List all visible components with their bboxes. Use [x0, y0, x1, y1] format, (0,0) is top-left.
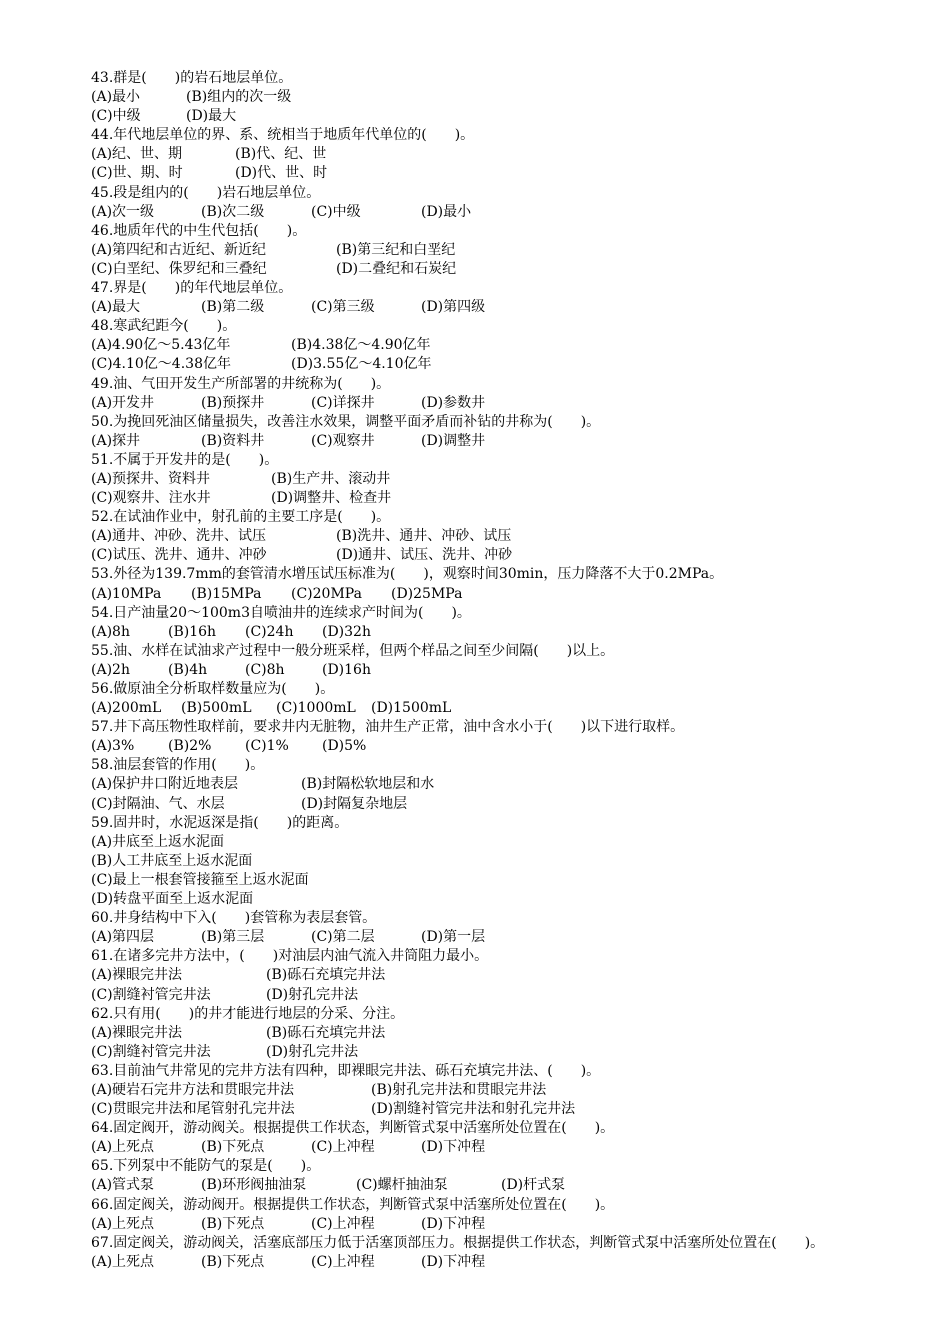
question-stem: 47.界是( )的年代地层单位。 — [91, 280, 293, 297]
option-row — [91, 890, 871, 909]
answer-option: (A)硬岩石完井方法和贯眼完井法 — [91, 1081, 295, 1098]
question-stem: 53.外径为139.7mm的套管清水增压试压标准为( )，观察时间30min，压力降落不大于0.2MPa。 — [91, 566, 724, 583]
question-list — [91, 69, 871, 1272]
question-stem: 62.只有用( )的井才能进行地层的分采、分注。 — [91, 1005, 405, 1022]
answer-option: (C)1% — [245, 738, 289, 755]
answer-option: (D)1500mL — [371, 700, 452, 717]
answer-option: (B)封隔松软地层和水 — [301, 776, 435, 793]
answer-option: (A)次一级 — [91, 203, 155, 220]
option-row — [91, 145, 871, 164]
answer-option: (C)贯眼完井法和尾管射孔完井法 — [91, 1101, 295, 1118]
answer-option: (A)保护井口附近地表层 — [91, 776, 239, 793]
answer-option: (A)10MPa — [91, 585, 162, 602]
answer-option: (B)第二级 — [201, 299, 265, 316]
answer-option: (C)试压、洗井、通井、冲砂 — [91, 547, 267, 564]
answer-option: (D)代、世、时 — [235, 165, 328, 182]
answer-option: (A)预探井、资料井 — [91, 470, 211, 487]
answer-option: (D)调整井 — [421, 432, 486, 449]
question-stem: 57.井下高压物性取样前，要求井内无脏物，油井生产正常，油中含水小于( )以下进行取样。 — [91, 719, 685, 736]
option-row — [91, 1215, 871, 1234]
answer-option: (A)开发井 — [91, 394, 155, 411]
answer-option: (B)第三层 — [201, 929, 265, 946]
answer-option: (D)封隔复杂地层 — [301, 795, 408, 812]
question-stem: 64.固定阀开，游动阀关。根据提供工作状态，判断管式泵中活塞所处位置在( )。 — [91, 1120, 615, 1137]
answer-option: (D)参数井 — [421, 394, 486, 411]
option-row — [91, 164, 871, 183]
answer-option: (A)3% — [91, 738, 135, 755]
question-stem: 51.不属于开发井的是( )。 — [91, 451, 279, 468]
option-row — [91, 871, 871, 890]
answer-option: (A)上死点 — [91, 1215, 155, 1232]
answer-option: (A)上死点 — [91, 1253, 155, 1270]
answer-option: (D)杆式泵 — [501, 1177, 566, 1194]
answer-option: (D)射孔完井法 — [266, 986, 359, 1003]
answer-option: (C)观察井 — [311, 432, 375, 449]
question-stem: 54.日产油量20～100m3自喷油井的连续求产时间为( )。 — [91, 604, 471, 621]
answer-option: (A)8h — [91, 623, 130, 640]
option-row — [91, 203, 871, 222]
answer-option: (B)砾石充填完井法 — [266, 967, 386, 984]
answer-option: (C)上冲程 — [311, 1215, 375, 1232]
answer-option: (B)4h — [168, 661, 208, 678]
answer-option: (B)预探井 — [201, 394, 265, 411]
option-row — [91, 432, 871, 451]
option-row — [91, 852, 871, 871]
option-row — [91, 298, 871, 317]
question-stem: 43.群是( )的岩石地层单位。 — [91, 70, 293, 86]
question-stem: 50.为挽回死油区储量损失，改善注水效果，调整平面矛盾而补钻的井称为( )。 — [91, 413, 601, 430]
question-stem: 63.目前油气井常见的完井方法有四种，即裸眼完井法、砾石充填完井法、( )。 — [91, 1062, 601, 1079]
answer-option: (A)200mL — [91, 700, 162, 717]
question-stem: 65.下列泵中不能防气的泵是( )。 — [91, 1158, 321, 1175]
option-row — [91, 88, 871, 107]
answer-option: (D)32h — [322, 623, 371, 640]
option-row — [91, 1024, 871, 1043]
answer-option: (C)中级 — [311, 203, 361, 220]
answer-option: (D)最小 — [421, 203, 472, 220]
answer-option: (C)20MPa — [291, 585, 362, 602]
option-row — [91, 1138, 871, 1157]
option-row — [91, 833, 871, 852]
answer-option: (C)白垩纪、侏罗纪和三叠纪 — [91, 260, 267, 277]
question-stem: 48.寒武纪距今( )。 — [91, 318, 237, 335]
option-row — [91, 1043, 871, 1062]
answer-option: (C)详探井 — [311, 394, 375, 411]
answer-option: (D)转盘平面至上返水泥面 — [91, 891, 254, 908]
answer-option: (A)第四层 — [91, 929, 155, 946]
answer-option: (A)上死点 — [91, 1139, 155, 1156]
answer-option: (D)3.55亿～4.10亿年 — [291, 356, 432, 373]
option-row — [91, 585, 871, 604]
answer-option: (B)15MPa — [191, 585, 262, 602]
answer-option: (B)组内的次一级 — [186, 89, 292, 106]
option-row — [91, 355, 871, 374]
option-row — [91, 775, 871, 794]
answer-option: (B)人工井底至上返水泥面 — [91, 852, 253, 869]
option-row — [91, 336, 871, 355]
answer-option: (C)观察井、注水井 — [91, 490, 211, 507]
answer-option: (C)8h — [245, 661, 285, 678]
answer-option: (C)封隔油、气、水层 — [91, 795, 225, 812]
answer-option: (B)下死点 — [201, 1139, 265, 1156]
option-row — [91, 546, 871, 565]
answer-option: (A)通井、冲砂、洗井、试压 — [91, 528, 267, 545]
answer-option: (B)500mL — [181, 700, 252, 717]
answer-option: (D)下冲程 — [421, 1215, 486, 1232]
option-row — [91, 1176, 871, 1195]
question-stem: 66.固定阀关，游动阀开。根据提供工作状态，判断管式泵中活塞所处位置在( )。 — [91, 1196, 615, 1213]
answer-option: (D)第一层 — [421, 929, 486, 946]
answer-option: (C)第二层 — [311, 929, 375, 946]
answer-option: (C)上冲程 — [311, 1253, 375, 1270]
answer-option: (A)井底至上返水泥面 — [91, 833, 225, 850]
option-row — [91, 394, 871, 413]
question-stem: 58.油层套管的作用( )。 — [91, 757, 265, 774]
answer-option: (C)割缝衬管完井法 — [91, 986, 211, 1003]
answer-option: (D)下冲程 — [421, 1139, 486, 1156]
option-row — [91, 489, 871, 508]
answer-option: (A)管式泵 — [91, 1177, 155, 1194]
answer-option: (C)第三级 — [311, 299, 375, 316]
option-row — [91, 699, 871, 718]
option-row — [91, 623, 871, 642]
answer-option: (B)2% — [168, 738, 212, 755]
answer-option: (B)下死点 — [201, 1253, 265, 1270]
answer-option: (D)通井、试压、洗井、冲砂 — [336, 547, 513, 564]
answer-option: (B)洗井、通井、冲砂、试压 — [336, 528, 512, 545]
answer-option: (B)生产井、滚动井 — [271, 470, 391, 487]
answer-option: (A)最大 — [91, 299, 141, 316]
answer-option: (A)探井 — [91, 432, 141, 449]
answer-option: (B)环形阀抽油泵 — [201, 1177, 307, 1194]
answer-option: (B)次二级 — [201, 203, 265, 220]
answer-option: (C)24h — [245, 623, 294, 640]
answer-option: (C)中级 — [91, 108, 141, 125]
option-row — [91, 241, 871, 260]
answer-option: (C)上冲程 — [311, 1139, 375, 1156]
answer-option: (A)第四纪和古近纪、新近纪 — [91, 241, 267, 258]
answer-option: (C)4.10亿～4.38亿年 — [91, 356, 231, 373]
question-stem: 45.段是组内的( )岩石地层单位。 — [91, 184, 321, 201]
option-row — [91, 470, 871, 489]
answer-option: (B)下死点 — [201, 1215, 265, 1232]
answer-option: (B)射孔完井法和贯眼完井法 — [371, 1081, 547, 1098]
answer-option: (B)16h — [168, 623, 217, 640]
option-row — [91, 966, 871, 985]
answer-option: (D)调整井、检查井 — [271, 490, 392, 507]
option-row — [91, 661, 871, 680]
answer-option: (A)4.90亿～5.43亿年 — [91, 337, 231, 354]
question-stem: 56.做原油全分析取样数量应为( )。 — [91, 681, 335, 697]
question-stem: 46.地质年代的中生代包括( )。 — [91, 222, 307, 239]
answer-option: (D)16h — [322, 661, 371, 678]
answer-option: (A)裸眼完井法 — [91, 967, 183, 984]
answer-option: (B)砾石充填完井法 — [266, 1024, 386, 1041]
answer-option: (D)下冲程 — [421, 1253, 486, 1270]
answer-option: (B)代、纪、世 — [235, 146, 327, 163]
question-stem: 67.固定阀关，游动阀关，活塞底部压力低于活塞顶部压力。根据提供工作状态，判断管式泵中活塞所处位置在( )。 — [91, 1234, 825, 1251]
answer-option: (D)二叠纪和石炭纪 — [336, 260, 457, 277]
answer-option: (D)5% — [322, 738, 367, 755]
answer-option: (A)2h — [91, 661, 130, 678]
option-row — [91, 1100, 871, 1119]
answer-option: (B)第三纪和白垩纪 — [336, 241, 456, 258]
option-row — [91, 737, 871, 756]
question-stem: 44.年代地层单位的界、系、统相当于地质年代单位的( )。 — [91, 127, 475, 144]
option-row — [91, 928, 871, 947]
question-stem: 61.在诸多完井方法中，( )对油层内油气流入井筒阻力最小。 — [91, 948, 489, 965]
option-row — [91, 986, 871, 1005]
question-stem: 55.油、水样在试油求产过程中一般分班采样，但两个样品之间至少间隔( )以上。 — [91, 642, 615, 659]
question-stem: 49.油、气田开发生产所部署的井统称为( )。 — [91, 375, 391, 392]
question-stem: 52.在试油作业中，射孔前的主要工序是( )。 — [91, 509, 391, 526]
answer-option: (A)裸眼完井法 — [91, 1024, 183, 1041]
answer-option: (D)最大 — [186, 108, 237, 125]
answer-option: (C)割缝衬管完井法 — [91, 1043, 211, 1060]
answer-option: (C)世、期、时 — [91, 165, 183, 182]
option-row — [91, 1253, 871, 1272]
option-row — [91, 260, 871, 279]
question-stem: 60.井身结构中下入( )套管称为表层套管。 — [91, 910, 377, 927]
answer-option: (C)螺杆抽油泵 — [356, 1177, 448, 1194]
answer-option: (D)第四级 — [421, 299, 486, 316]
answer-option: (B)4.38亿～4.90亿年 — [291, 337, 431, 354]
answer-option: (D)25MPa — [391, 585, 463, 602]
option-row — [91, 795, 871, 814]
answer-option: (C)最上一根套管接箍至上返水泥面 — [91, 871, 309, 888]
option-row — [91, 1081, 871, 1100]
answer-option: (C)1000mL — [276, 700, 356, 717]
answer-option: (B)资料井 — [201, 432, 265, 449]
answer-option: (D)射孔完井法 — [266, 1043, 359, 1060]
option-row — [91, 107, 871, 126]
answer-option: (D)割缝衬管完井法和射孔完井法 — [371, 1101, 576, 1118]
answer-option: (A)纪、世、期 — [91, 146, 183, 163]
option-row — [91, 527, 871, 546]
answer-option: (A)最小 — [91, 89, 141, 106]
question-stem: 59.固井时，水泥返深是指( )的距离。 — [91, 814, 349, 831]
